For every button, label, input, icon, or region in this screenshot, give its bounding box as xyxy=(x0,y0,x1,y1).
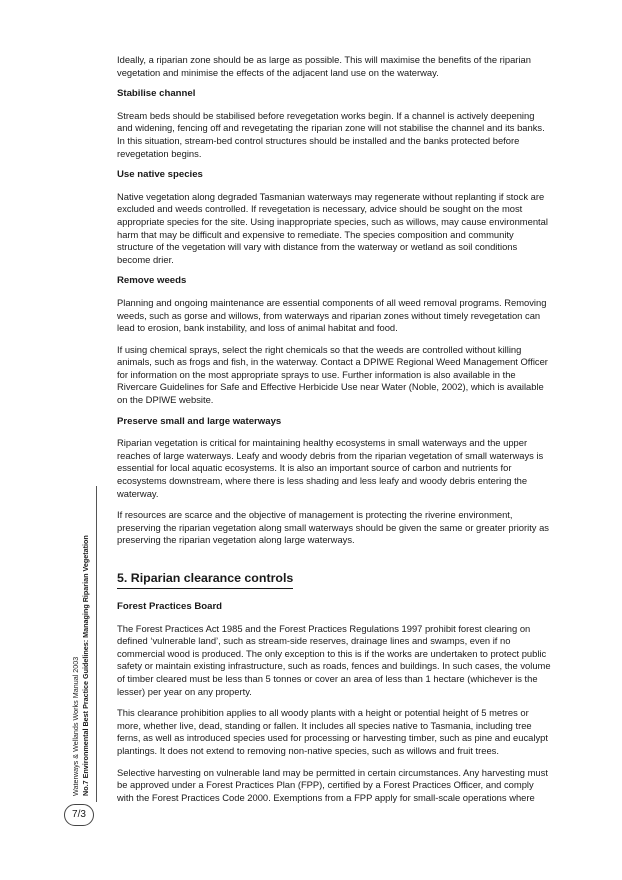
document-body xyxy=(117,54,551,813)
forest-practices-paragraph-3: Selective harvesting on vulnerable land may be permitted in certain circumstances. Any harvesting must be approved under a Forest Practices Plan (FPP), certified by a Forest Practices Officer, and comply with the Forest Practices Code 2000. Exemptions from a FPP apply for small-scale operations where xyxy=(117,766,548,803)
forest-practices-paragraph-1: The Forest Practices Act 1985 and the Forest Practices Regulations 1997 prohibit forest clearing on defined ‘vulnerable land’, such as stream-side reserves, drainage lines and swamps, even if no commercial wood is produced. The only exception to this is if the works are undertaken to protect public safety or maintain existing infrastructure, such as roads, fences and buildings. In such cases, the volume of timber cleared must be less than 5 tonnes or cover an area of less than 1 hectare (whichever is the lesser) per year on any property. xyxy=(117,622,551,697)
section-5-heading: 5. Riparian clearance controls xyxy=(117,570,293,589)
intro-paragraph: Ideally, a riparian zone should be as large as possible. This will maximise the benefits of the riparian vegetation and minimise the effects of the adjacent land use on the waterway. xyxy=(117,54,531,78)
forest-practices-board-heading: Forest Practices Board xyxy=(117,601,223,612)
native-species-paragraph: Native vegetation along degraded Tasmanian waterways may regenerate without replanting if stock are excluded and weeds controlled. If revegetation is necessary, advice should be sought on the most appropriate species for the site. Using inappropriate species, such as willows, may cause environmental harm that may be difficult and expensive to remediate. The species composition and community structure of the vegetation will vary with distance from the waterway or wetland as soil conditions become drier. xyxy=(117,190,548,265)
page-number-badge: 7/3 xyxy=(64,804,94,826)
sidebar-running-title xyxy=(71,496,97,796)
remove-weeds-paragraph-2: If using chemical sprays, select the right chemicals so that the weeds are controlled without killing animals, such as frogs and fish, in the waterway. Contact a DPIWE Regional Weed Management Officer for information on the most appropriate sprays to use. Further information is also available in the Rivercare Guidelines for Safe and Effective Herbicide Use near Water (Noble, 2002), which is available on the DPIWE website. xyxy=(117,343,548,406)
preserve-waterways-paragraph-2: If resources are scarce and the objective of management is protecting the riverine environment, preserving the riparian vegetation along small waterways should be given the same or greater priority as preserving the riparian vegetation along large waterways. xyxy=(117,509,549,546)
preserve-waterways-paragraph-1: Riparian vegetation is critical for maintaining healthy ecosystems in small waterways and the upper reaches of large waterways. Leafy and woody debris from the riparian vegetation of small waterways is essential for local aquatic ecosystems. It is also an important source of carbon and nutrients for ecosystems downstream, where there is less shading and less leafy and woody debris entering the waterway. xyxy=(117,437,544,499)
native-species-heading: Use native species xyxy=(117,169,203,181)
manual-title-label: No.7 Environmental Best Practice Guidelines: Managing Riparian Vegetation xyxy=(81,535,90,796)
remove-weeds-heading: Remove weeds xyxy=(117,275,187,287)
manual-series-label: Waterways & Wellands Works Manual 2003 xyxy=(71,656,80,796)
stabilise-channel-heading: Stabilise channel xyxy=(117,88,196,100)
remove-weeds-paragraph-1: Planning and ongoing maintenance are essential components of all weed removal programs. Removing weeds, such as gorse and willows, from waterways and riparian zones without timely revegetation can lead to erosion, bank instability, and loss of animal habitat and food. xyxy=(117,296,547,334)
forest-practices-paragraph-2: This clearance prohibition applies to all woody plants with a height or potential height of 5 metres or more, whether live, dead, standing or fallen. It includes all species native to Tasmania, including tree ferns, as well as introduced species used for processing or harvesting timber, such as pine and eucalypt plantings. It does not extend to removing non-native species, such as willows and fruit trees. xyxy=(117,707,548,756)
preserve-waterways-heading: Preserve small and large waterways xyxy=(117,415,282,427)
stabilise-channel-paragraph: Stream beds should be stabilised before revegetation works begin. If a channel is actively deepening and widening, fencing off and revegetating the riparian zone will not stabilise the channel and its banks. In this situation, stream-bed control structures should be installed and the banks protected before revegetation begins. xyxy=(117,109,545,159)
